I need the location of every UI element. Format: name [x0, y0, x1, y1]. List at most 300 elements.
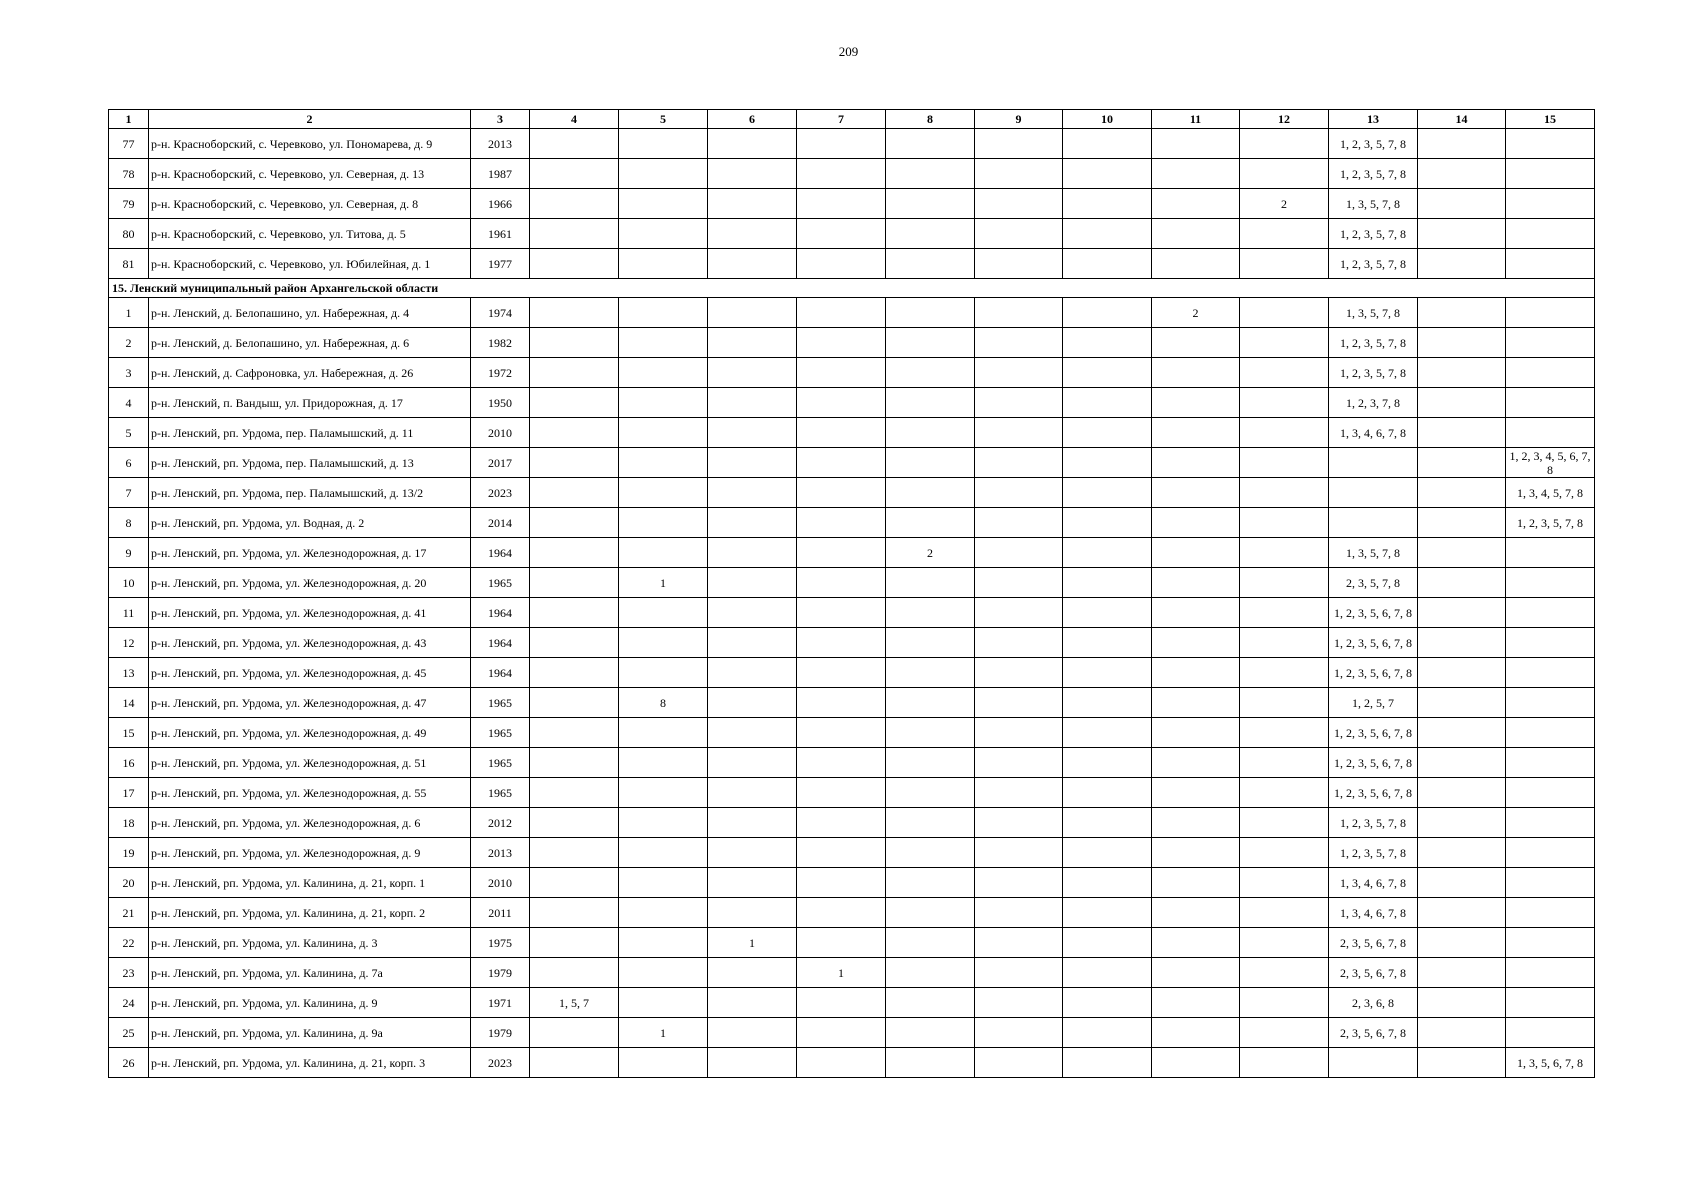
- address-cell: р-н. Ленский, рп. Урдома, ул. Водная, д. 2: [149, 508, 471, 538]
- table-row: [109, 328, 1595, 358]
- value-cell-col-14: [1418, 1018, 1506, 1048]
- value-cell-col-9: [975, 358, 1063, 388]
- value-cell-col-8: [886, 838, 975, 868]
- value-cell-col-15: [1506, 159, 1595, 189]
- row-number-cell: 25: [109, 1018, 149, 1048]
- value-cell-col-13: [1329, 448, 1418, 478]
- row-number-cell: 24: [109, 988, 149, 1018]
- table-row: [109, 988, 1595, 1018]
- year-cell: 1965: [471, 778, 530, 808]
- address-cell: р-н. Ленский, рп. Урдома, ул. Железнодорожная, д. 55: [149, 778, 471, 808]
- value-cell-col-10: [1063, 219, 1152, 249]
- value-cell-col-13: 1, 2, 3, 5, 7, 8: [1329, 838, 1418, 868]
- value-cell-col-6: [708, 448, 797, 478]
- value-cell-col-10: [1063, 159, 1152, 189]
- value-cell-col-7: [797, 1018, 886, 1048]
- value-cell-col-8: [886, 418, 975, 448]
- value-cell-col-10: [1063, 718, 1152, 748]
- value-cell-col-9: [975, 1048, 1063, 1078]
- value-cell-col-9: [975, 598, 1063, 628]
- address-cell: р-н. Ленский, рп. Урдома, ул. Калинина, д. 3: [149, 928, 471, 958]
- value-cell-col-9: [975, 658, 1063, 688]
- value-cell-col-9: [975, 838, 1063, 868]
- value-cell-col-8: [886, 358, 975, 388]
- value-cell-col-9: [975, 328, 1063, 358]
- value-cell-col-5: [619, 838, 708, 868]
- value-cell-col-7: [797, 538, 886, 568]
- value-cell-col-9: [975, 448, 1063, 478]
- value-cell-col-4: [530, 159, 619, 189]
- value-cell-col-12: [1240, 159, 1329, 189]
- value-cell-col-14: [1418, 328, 1506, 358]
- value-cell-col-4: [530, 189, 619, 219]
- value-cell-col-15: [1506, 568, 1595, 598]
- address-cell: р-н. Ленский, рп. Урдома, ул. Железнодорожная, д. 41: [149, 598, 471, 628]
- value-cell-col-6: [708, 628, 797, 658]
- value-cell-col-12: [1240, 988, 1329, 1018]
- value-cell-col-7: [797, 718, 886, 748]
- value-cell-col-7: [797, 219, 886, 249]
- value-cell-col-12: [1240, 328, 1329, 358]
- address-cell: р-н. Ленский, д. Белопашино, ул. Набережная, д. 4: [149, 298, 471, 328]
- value-cell-col-5: [619, 958, 708, 988]
- year-cell: 1950: [471, 388, 530, 418]
- value-cell-col-9: [975, 718, 1063, 748]
- value-cell-col-4: [530, 568, 619, 598]
- value-cell-col-11: [1152, 688, 1240, 718]
- value-cell-col-9: [975, 159, 1063, 189]
- year-cell: 2023: [471, 1048, 530, 1078]
- value-cell-col-5: [619, 418, 708, 448]
- value-cell-col-5: [619, 219, 708, 249]
- value-cell-col-13: 2, 3, 6, 8: [1329, 988, 1418, 1018]
- value-cell-col-15: [1506, 658, 1595, 688]
- table-row: [109, 1018, 1595, 1048]
- value-cell-col-8: [886, 898, 975, 928]
- value-cell-col-10: [1063, 598, 1152, 628]
- value-cell-col-7: [797, 388, 886, 418]
- row-number-cell: 3: [109, 358, 149, 388]
- value-cell-col-5: [619, 298, 708, 328]
- section-title: 15. Ленский муниципальный район Архангельской области: [109, 279, 1595, 298]
- value-cell-col-11: [1152, 538, 1240, 568]
- value-cell-col-15: [1506, 538, 1595, 568]
- value-cell-col-12: [1240, 868, 1329, 898]
- value-cell-col-8: [886, 388, 975, 418]
- value-cell-col-6: [708, 388, 797, 418]
- row-number-cell: 6: [109, 448, 149, 478]
- value-cell-col-13: 2, 3, 5, 6, 7, 8: [1329, 1018, 1418, 1048]
- value-cell-col-6: [708, 838, 797, 868]
- value-cell-col-7: [797, 898, 886, 928]
- value-cell-col-13: 1, 3, 5, 7, 8: [1329, 538, 1418, 568]
- value-cell-col-14: [1418, 478, 1506, 508]
- value-cell-col-8: [886, 328, 975, 358]
- value-cell-col-4: [530, 898, 619, 928]
- value-cell-col-7: [797, 478, 886, 508]
- address-cell: р-н. Ленский, рп. Урдома, ул. Калинина, д. 21, корп. 2: [149, 898, 471, 928]
- row-number-cell: 23: [109, 958, 149, 988]
- value-cell-col-6: [708, 568, 797, 598]
- value-cell-col-6: [708, 358, 797, 388]
- value-cell-col-13: 1, 2, 3, 5, 6, 7, 8: [1329, 658, 1418, 688]
- year-cell: 1965: [471, 568, 530, 598]
- value-cell-col-9: [975, 778, 1063, 808]
- value-cell-col-13: 1, 2, 5, 7: [1329, 688, 1418, 718]
- table-row: [109, 958, 1595, 988]
- value-cell-col-12: [1240, 628, 1329, 658]
- value-cell-col-10: [1063, 388, 1152, 418]
- value-cell-col-11: [1152, 508, 1240, 538]
- value-cell-col-8: [886, 159, 975, 189]
- value-cell-col-14: [1418, 388, 1506, 418]
- value-cell-col-4: [530, 448, 619, 478]
- year-cell: 1972: [471, 358, 530, 388]
- value-cell-col-13: 2, 3, 5, 6, 7, 8: [1329, 958, 1418, 988]
- value-cell-col-4: [530, 478, 619, 508]
- value-cell-col-5: [619, 538, 708, 568]
- value-cell-col-5: [619, 478, 708, 508]
- value-cell-col-8: [886, 249, 975, 279]
- column-header-3: 3: [471, 110, 530, 129]
- value-cell-col-8: [886, 298, 975, 328]
- year-cell: 1966: [471, 189, 530, 219]
- value-cell-col-10: [1063, 628, 1152, 658]
- value-cell-col-5: [619, 358, 708, 388]
- address-cell: р-н. Ленский, рп. Урдома, ул. Железнодорожная, д. 49: [149, 718, 471, 748]
- value-cell-col-15: [1506, 928, 1595, 958]
- value-cell-col-14: [1418, 658, 1506, 688]
- value-cell-col-5: [619, 448, 708, 478]
- value-cell-col-12: [1240, 1018, 1329, 1048]
- address-cell: р-н. Ленский, рп. Урдома, ул. Калинина, д. 7а: [149, 958, 471, 988]
- address-cell: р-н. Ленский, п. Вандыш, ул. Придорожная, д. 17: [149, 388, 471, 418]
- row-number-cell: 11: [109, 598, 149, 628]
- value-cell-col-8: [886, 958, 975, 988]
- row-number-cell: 19: [109, 838, 149, 868]
- year-cell: 2013: [471, 129, 530, 159]
- value-cell-col-15: 1, 3, 5, 6, 7, 8: [1506, 1048, 1595, 1078]
- value-cell-col-5: [619, 388, 708, 418]
- value-cell-col-12: [1240, 838, 1329, 868]
- value-cell-col-11: [1152, 868, 1240, 898]
- value-cell-col-9: [975, 418, 1063, 448]
- value-cell-col-6: [708, 748, 797, 778]
- table-row: [109, 448, 1595, 478]
- value-cell-col-7: [797, 448, 886, 478]
- value-cell-col-11: [1152, 658, 1240, 688]
- value-cell-col-14: [1418, 189, 1506, 219]
- value-cell-col-10: [1063, 928, 1152, 958]
- value-cell-col-5: [619, 598, 708, 628]
- value-cell-col-15: [1506, 418, 1595, 448]
- year-cell: 2011: [471, 898, 530, 928]
- value-cell-col-8: [886, 778, 975, 808]
- value-cell-col-10: [1063, 189, 1152, 219]
- value-cell-col-4: [530, 658, 619, 688]
- value-cell-col-5: [619, 189, 708, 219]
- value-cell-col-7: [797, 598, 886, 628]
- value-cell-col-6: [708, 868, 797, 898]
- column-header-4: 4: [530, 110, 619, 129]
- value-cell-col-9: [975, 508, 1063, 538]
- value-cell-col-13: 1, 3, 4, 6, 7, 8: [1329, 418, 1418, 448]
- value-cell-col-8: [886, 568, 975, 598]
- row-number-cell: 18: [109, 808, 149, 838]
- row-number-cell: 80: [109, 219, 149, 249]
- value-cell-col-6: [708, 418, 797, 448]
- value-cell-col-8: [886, 448, 975, 478]
- value-cell-col-9: [975, 688, 1063, 718]
- address-cell: р-н. Ленский, рп. Урдома, пер. Паламышский, д. 13/2: [149, 478, 471, 508]
- address-cell: р-н. Ленский, рп. Урдома, ул. Железнодорожная, д. 47: [149, 688, 471, 718]
- year-cell: 2017: [471, 448, 530, 478]
- column-header-5: 5: [619, 110, 708, 129]
- value-cell-col-10: [1063, 958, 1152, 988]
- value-cell-col-4: [530, 598, 619, 628]
- value-cell-col-12: [1240, 928, 1329, 958]
- value-cell-col-12: [1240, 418, 1329, 448]
- address-cell: р-н. Ленский, рп. Урдома, ул. Калинина, д. 9: [149, 988, 471, 1018]
- value-cell-col-13: 1, 2, 3, 5, 7, 8: [1329, 358, 1418, 388]
- value-cell-col-12: [1240, 808, 1329, 838]
- value-cell-col-9: [975, 298, 1063, 328]
- table-body: [109, 129, 1595, 1078]
- address-cell: р-н. Ленский, д. Белопашино, ул. Набережная, д. 6: [149, 328, 471, 358]
- value-cell-col-7: [797, 298, 886, 328]
- value-cell-col-6: [708, 538, 797, 568]
- value-cell-col-11: [1152, 189, 1240, 219]
- column-header-13: 13: [1329, 110, 1418, 129]
- row-number-cell: 9: [109, 538, 149, 568]
- address-cell: р-н. Красноборский, с. Черевково, ул. Северная, д. 8: [149, 189, 471, 219]
- value-cell-col-9: [975, 219, 1063, 249]
- value-cell-col-9: [975, 129, 1063, 159]
- value-cell-col-9: [975, 898, 1063, 928]
- value-cell-col-11: [1152, 718, 1240, 748]
- value-cell-col-6: [708, 159, 797, 189]
- table-row: [109, 838, 1595, 868]
- year-cell: 1964: [471, 628, 530, 658]
- value-cell-col-9: [975, 958, 1063, 988]
- value-cell-col-4: [530, 358, 619, 388]
- value-cell-col-14: [1418, 1048, 1506, 1078]
- column-header-12: 12: [1240, 110, 1329, 129]
- value-cell-col-13: 1, 2, 3, 5, 6, 7, 8: [1329, 598, 1418, 628]
- value-cell-col-9: [975, 868, 1063, 898]
- table-row: [109, 478, 1595, 508]
- address-cell: р-н. Красноборский, с. Черевково, ул. Пономарева, д. 9: [149, 129, 471, 159]
- year-cell: 1975: [471, 928, 530, 958]
- year-cell: 1971: [471, 988, 530, 1018]
- address-cell: р-н. Ленский, рп. Урдома, пер. Паламышский, д. 13: [149, 448, 471, 478]
- table-row: [109, 219, 1595, 249]
- value-cell-col-10: [1063, 298, 1152, 328]
- value-cell-col-4: [530, 628, 619, 658]
- address-cell: р-н. Ленский, рп. Урдома, ул. Калинина, д. 21, корп. 1: [149, 868, 471, 898]
- value-cell-col-12: [1240, 958, 1329, 988]
- column-header-9: 9: [975, 110, 1063, 129]
- value-cell-col-12: [1240, 748, 1329, 778]
- address-cell: р-н. Ленский, д. Сафроновка, ул. Набережная, д. 26: [149, 358, 471, 388]
- value-cell-col-10: [1063, 898, 1152, 928]
- table-row: [109, 388, 1595, 418]
- value-cell-col-10: [1063, 778, 1152, 808]
- value-cell-col-5: [619, 868, 708, 898]
- value-cell-col-5: [619, 898, 708, 928]
- value-cell-col-4: [530, 748, 619, 778]
- value-cell-col-11: [1152, 1048, 1240, 1078]
- value-cell-col-6: [708, 298, 797, 328]
- address-cell: р-н. Ленский, рп. Урдома, ул. Железнодорожная, д. 6: [149, 808, 471, 838]
- value-cell-col-10: [1063, 328, 1152, 358]
- year-cell: 1977: [471, 249, 530, 279]
- table-row: [109, 129, 1595, 159]
- value-cell-col-8: [886, 658, 975, 688]
- value-cell-col-5: [619, 988, 708, 1018]
- value-cell-col-14: [1418, 159, 1506, 189]
- value-cell-col-15: 1, 2, 3, 4, 5, 6, 7, 8: [1506, 448, 1595, 478]
- value-cell-col-5: [619, 748, 708, 778]
- value-cell-col-15: 1, 3, 4, 5, 7, 8: [1506, 478, 1595, 508]
- table-row: [109, 628, 1595, 658]
- value-cell-col-6: 1: [708, 928, 797, 958]
- value-cell-col-13: 1, 2, 3, 5, 7, 8: [1329, 159, 1418, 189]
- column-header-2: 2: [149, 110, 471, 129]
- year-cell: 1964: [471, 598, 530, 628]
- value-cell-col-6: [708, 958, 797, 988]
- row-number-cell: 78: [109, 159, 149, 189]
- value-cell-col-9: [975, 808, 1063, 838]
- value-cell-col-11: [1152, 448, 1240, 478]
- value-cell-col-4: [530, 129, 619, 159]
- value-cell-col-5: [619, 808, 708, 838]
- year-cell: 1965: [471, 748, 530, 778]
- value-cell-col-7: [797, 249, 886, 279]
- value-cell-col-13: 1, 2, 3, 5, 7, 8: [1329, 219, 1418, 249]
- value-cell-col-12: [1240, 358, 1329, 388]
- year-cell: 1965: [471, 718, 530, 748]
- value-cell-col-7: [797, 928, 886, 958]
- value-cell-col-15: [1506, 958, 1595, 988]
- value-cell-col-7: [797, 748, 886, 778]
- table-row: [109, 159, 1595, 189]
- row-number-cell: 15: [109, 718, 149, 748]
- value-cell-col-4: [530, 219, 619, 249]
- value-cell-col-10: [1063, 988, 1152, 1018]
- value-cell-col-15: 1, 2, 3, 5, 7, 8: [1506, 508, 1595, 538]
- value-cell-col-6: [708, 988, 797, 1018]
- value-cell-col-10: [1063, 748, 1152, 778]
- value-cell-col-10: [1063, 249, 1152, 279]
- table-row: [109, 928, 1595, 958]
- value-cell-col-14: [1418, 598, 1506, 628]
- year-cell: 1961: [471, 219, 530, 249]
- value-cell-col-4: [530, 388, 619, 418]
- value-cell-col-5: [619, 129, 708, 159]
- value-cell-col-11: [1152, 838, 1240, 868]
- table-row: [109, 658, 1595, 688]
- value-cell-col-7: [797, 358, 886, 388]
- row-number-cell: 79: [109, 189, 149, 219]
- value-cell-col-8: [886, 718, 975, 748]
- table-row: [109, 508, 1595, 538]
- value-cell-col-7: [797, 159, 886, 189]
- value-cell-col-4: [530, 298, 619, 328]
- address-cell: р-н. Ленский, рп. Урдома, ул. Калинина, д. 9а: [149, 1018, 471, 1048]
- value-cell-col-9: [975, 928, 1063, 958]
- table-row: [109, 598, 1595, 628]
- value-cell-col-4: [530, 1048, 619, 1078]
- section-header-row: [109, 279, 1595, 298]
- value-cell-col-12: [1240, 598, 1329, 628]
- value-cell-col-6: [708, 508, 797, 538]
- table-header: [109, 110, 1595, 129]
- column-header-8: 8: [886, 110, 975, 129]
- table-row: [109, 748, 1595, 778]
- value-cell-col-5: [619, 249, 708, 279]
- value-cell-col-12: [1240, 508, 1329, 538]
- year-cell: 1979: [471, 1018, 530, 1048]
- value-cell-col-13: [1329, 478, 1418, 508]
- value-cell-col-4: [530, 928, 619, 958]
- value-cell-col-12: [1240, 298, 1329, 328]
- value-cell-col-7: [797, 688, 886, 718]
- row-number-cell: 2: [109, 328, 149, 358]
- value-cell-col-6: [708, 778, 797, 808]
- value-cell-col-11: [1152, 249, 1240, 279]
- table-row: [109, 1048, 1595, 1078]
- value-cell-col-6: [708, 219, 797, 249]
- value-cell-col-14: [1418, 808, 1506, 838]
- value-cell-col-6: [708, 249, 797, 279]
- value-cell-col-15: [1506, 718, 1595, 748]
- column-header-6: 6: [708, 110, 797, 129]
- value-cell-col-9: [975, 189, 1063, 219]
- value-cell-col-8: [886, 598, 975, 628]
- year-cell: 2010: [471, 418, 530, 448]
- value-cell-col-7: [797, 418, 886, 448]
- value-cell-col-4: [530, 868, 619, 898]
- value-cell-col-12: [1240, 1048, 1329, 1078]
- value-cell-col-8: [886, 129, 975, 159]
- value-cell-col-8: [886, 508, 975, 538]
- value-cell-col-7: [797, 1048, 886, 1078]
- value-cell-col-6: [708, 328, 797, 358]
- row-number-cell: 5: [109, 418, 149, 448]
- value-cell-col-8: [886, 988, 975, 1018]
- value-cell-col-11: [1152, 568, 1240, 598]
- table-row: [109, 189, 1595, 219]
- value-cell-col-10: [1063, 129, 1152, 159]
- value-cell-col-15: [1506, 1018, 1595, 1048]
- value-cell-col-9: [975, 988, 1063, 1018]
- row-number-cell: 77: [109, 129, 149, 159]
- value-cell-col-10: [1063, 658, 1152, 688]
- value-cell-col-10: [1063, 838, 1152, 868]
- row-number-cell: 22: [109, 928, 149, 958]
- value-cell-col-7: [797, 129, 886, 159]
- table-row: [109, 718, 1595, 748]
- value-cell-col-14: [1418, 838, 1506, 868]
- value-cell-col-14: [1418, 219, 1506, 249]
- value-cell-col-13: 2, 3, 5, 7, 8: [1329, 568, 1418, 598]
- value-cell-col-11: [1152, 1018, 1240, 1048]
- value-cell-col-13: 1, 2, 3, 5, 6, 7, 8: [1329, 628, 1418, 658]
- value-cell-col-14: [1418, 418, 1506, 448]
- value-cell-col-14: [1418, 928, 1506, 958]
- row-number-cell: 20: [109, 868, 149, 898]
